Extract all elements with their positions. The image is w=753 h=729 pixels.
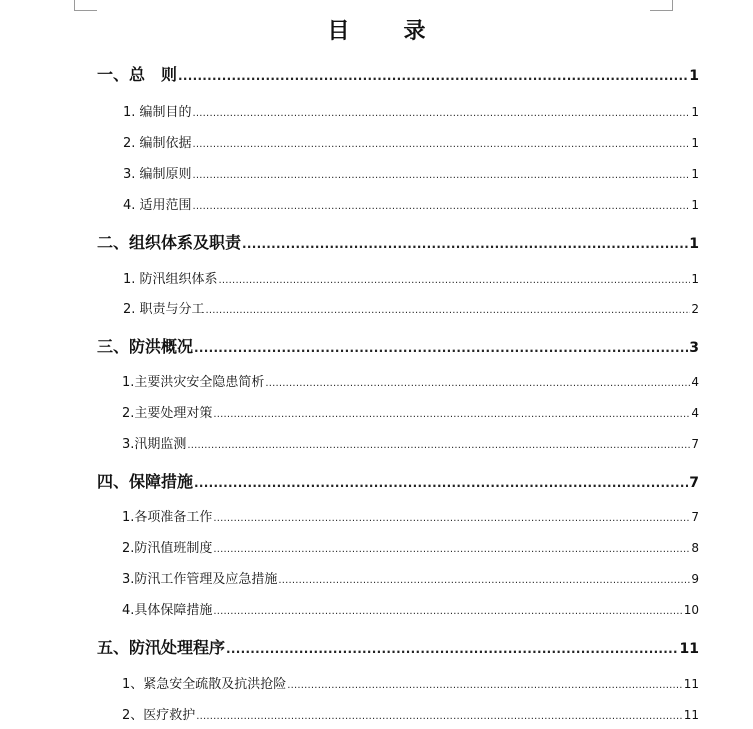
toc-leader-dots: [287, 680, 682, 691]
toc-entry-page: 8: [691, 541, 699, 555]
toc-entry-label: 1.各项准备工作: [122, 510, 213, 525]
toc-entry-page: 7: [689, 475, 699, 491]
toc-entry-page: 3: [689, 340, 699, 356]
toc-entry-level2[interactable]: [122, 506, 699, 525]
page-corner-mark-left: [74, 0, 97, 11]
toc-entry-label: 2.主要处理对策: [122, 406, 213, 421]
toc-entry-page: 1: [691, 272, 699, 286]
toc-leader-dots: [193, 139, 691, 150]
toc-entry-page: 2: [691, 302, 699, 316]
toc-leader-dots: [242, 237, 688, 251]
toc-entry-level2[interactable]: [122, 704, 699, 723]
toc-entry-level2[interactable]: [123, 101, 699, 120]
toc-leader-dots: [194, 476, 688, 490]
toc-entry-level2[interactable]: [122, 402, 699, 421]
toc-entry-page: 11: [679, 641, 699, 657]
toc-entry-label: 二、组织体系及职责: [97, 233, 242, 252]
toc-leader-dots: [213, 513, 690, 524]
toc-entry-page: 9: [691, 572, 699, 586]
toc-leader-dots: [193, 201, 691, 212]
toc-entry-level2[interactable]: [122, 371, 699, 390]
toc-entry-level2[interactable]: [123, 268, 699, 287]
toc-entry-level1[interactable]: [97, 62, 699, 85]
toc-entry-page: 1: [691, 167, 699, 181]
toc-entry-page: 4: [691, 375, 699, 389]
toc-leader-dots: [278, 575, 690, 586]
toc-entry-level2[interactable]: [122, 433, 699, 452]
toc-entry-label: 三、防洪概况: [97, 337, 194, 356]
toc-entry-level1[interactable]: [97, 469, 699, 492]
toc-leader-dots: [265, 378, 690, 389]
toc-entry-label: 1. 编制目的: [123, 105, 192, 120]
toc-entry-label: 3.汛期监测: [122, 437, 187, 452]
toc-entry-page: 1: [691, 136, 699, 150]
toc-entry-label: 1. 防汛组织体系: [123, 272, 218, 287]
toc-entry-page: 1: [689, 68, 699, 84]
toc-entry-level2[interactable]: [122, 537, 699, 556]
toc-leader-dots: [193, 170, 691, 181]
toc-entry-level2[interactable]: [123, 298, 699, 317]
toc-entry-label: 1.主要洪灾安全隐患简析: [122, 375, 265, 390]
toc-entry-label: 3.防汛工作管理及应急措施: [122, 572, 278, 587]
toc-entry-page: 1: [691, 198, 699, 212]
toc-entry-label: 1、紧急安全疏散及抗洪抢险: [122, 677, 287, 692]
toc-entry-label: 2. 职责与分工: [123, 302, 205, 317]
toc-leader-dots: [196, 711, 682, 722]
toc-leader-dots: [213, 409, 690, 420]
toc-entry-label: 一、总 则: [97, 65, 178, 84]
toc-entry-level2[interactable]: [122, 599, 699, 618]
toc-entry-level1[interactable]: [97, 334, 699, 357]
toc-entry-label: 2、医疗救护: [122, 708, 196, 723]
toc-entry-label: 4. 适用范围: [123, 198, 192, 213]
toc-entry-page: 10: [683, 603, 699, 617]
toc-leader-dots: [193, 108, 691, 119]
toc-entry-level2[interactable]: [123, 132, 699, 151]
toc-entry-level2[interactable]: [122, 568, 699, 587]
toc-entry-label: 五、防汛处理程序: [97, 638, 226, 657]
toc-entry-level1[interactable]: [97, 230, 699, 253]
toc-leader-dots: [219, 275, 691, 286]
toc-entry-label: 3. 编制原则: [123, 167, 192, 182]
toc-entry-level2[interactable]: [123, 163, 699, 182]
toc-entry-page: 7: [691, 510, 699, 524]
toc-leader-dots: [226, 642, 679, 656]
toc-leader-dots: [178, 69, 688, 83]
page-corner-mark-right: [650, 0, 673, 11]
toc-entry-label: 4.具体保障措施: [122, 603, 213, 618]
toc-entry-page: 1: [691, 105, 699, 119]
toc-entry-page: 4: [691, 406, 699, 420]
toc-title: 目 录: [327, 18, 442, 44]
toc-leader-dots: [213, 606, 682, 617]
toc-entry-level1[interactable]: [97, 635, 699, 658]
toc-entry-page: 11: [683, 708, 699, 722]
toc-entry-page: 7: [691, 437, 699, 451]
toc-leader-dots: [213, 544, 690, 555]
toc-entry-label: 2.防汛值班制度: [122, 541, 213, 556]
toc-entry-level2[interactable]: [122, 673, 699, 692]
toc-entry-level2[interactable]: [123, 194, 699, 213]
toc-entry-label: 2. 编制依据: [123, 136, 192, 151]
toc-leader-dots: [194, 341, 688, 355]
toc-leader-dots: [187, 440, 690, 451]
toc-entry-page: 11: [683, 677, 699, 691]
toc-entry-page: 1: [689, 236, 699, 252]
toc-leader-dots: [206, 305, 691, 316]
toc-entry-label: 四、保障措施: [97, 472, 194, 491]
